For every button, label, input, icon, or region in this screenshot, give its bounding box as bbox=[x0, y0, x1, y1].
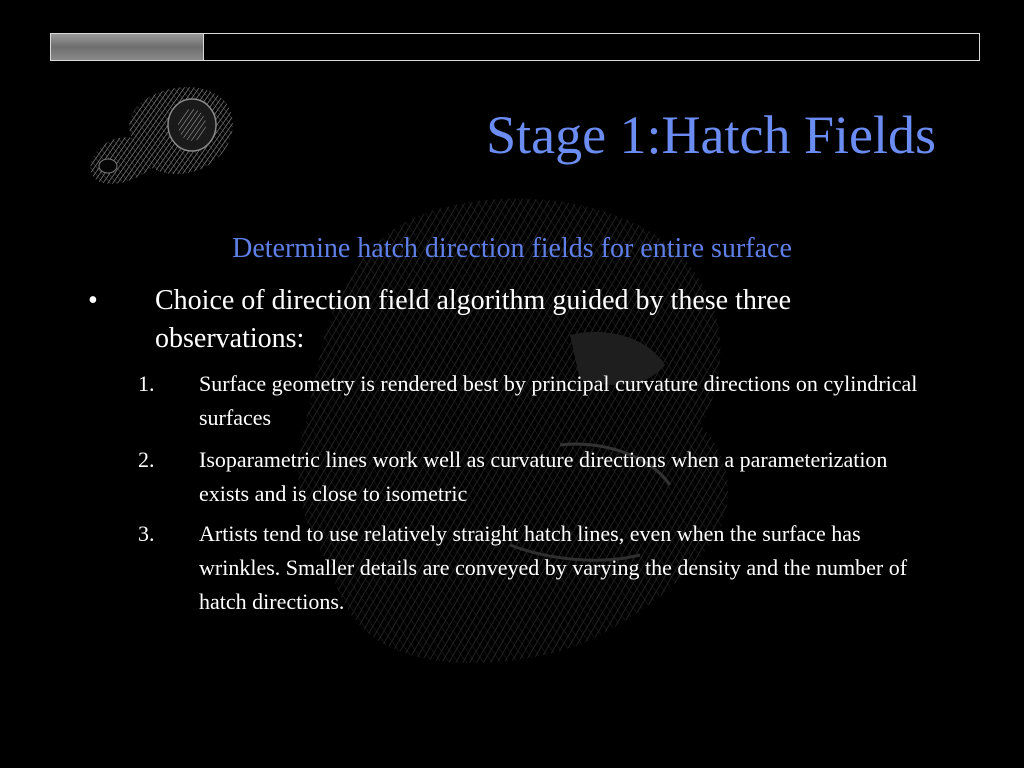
numbered-item-text: Artists tend to use relatively straight hatch lines, even when the surface has wrinkles. Smaller details are conveyed by varying the density and the number of hatch directions. bbox=[199, 521, 908, 614]
numbered-item-text: Surface geometry is rendered best by principal curvature directions on cylindrical surfaces bbox=[199, 371, 918, 430]
progress-bar-fill bbox=[51, 34, 204, 60]
hatched-cup-sketch-icon bbox=[82, 80, 237, 190]
slide-title: Stage 1:Hatch Fields bbox=[486, 105, 936, 165]
slide-subtitle: Determine hatch direction fields for entire surface bbox=[232, 233, 792, 264]
bullet-text: Choice of direction field algorithm guided by these three observations: bbox=[155, 285, 792, 354]
numbered-item-marker: 3. bbox=[138, 521, 155, 546]
numbered-item-marker: 1. bbox=[138, 371, 155, 396]
numbered-item-text: Isoparametric lines work well as curvature directions when a parameterization exists and is close to isometric bbox=[199, 447, 888, 506]
progress-bar bbox=[50, 33, 980, 61]
bullet-marker: • bbox=[88, 285, 98, 316]
numbered-item-marker: 2. bbox=[138, 447, 155, 472]
